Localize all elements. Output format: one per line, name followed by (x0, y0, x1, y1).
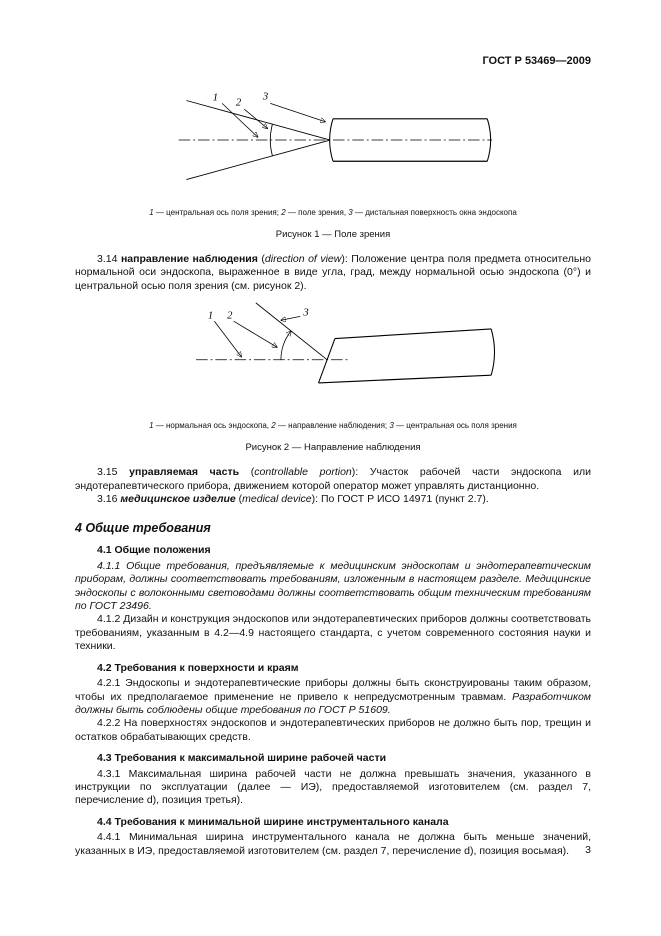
figure1-label-1: 1 (212, 92, 219, 104)
figure-1-title: Рисунок 1 — Поле зрения (275, 229, 391, 240)
section-4-heading: 4 Общие требования (75, 521, 211, 536)
paragraph-4-2-1: 4.2.1 Эндоскопы и эндотерапевтические приборы должны быть сконструированы таким образом, чтобы их предполагаемое применение не привело к непредусмотренным травмам. Разработчиком должны быть соблюдены общие требования по ГОСТ Р 51609. (75, 677, 591, 716)
leader-lines (222, 103, 325, 137)
paragraph-3-15: 3.15 управляемая часть (controllable portion): Участок рабочей части эндоскопа или эндотерапевтического прибора, движением которой оператор может управлять дистанционно. (75, 466, 592, 492)
paragraph-4-3-1: 4.3.1 Максимальная ширина рабочей части не должна превышать значения, указанного в инструкции по эксплуатации (далее — ИЭ), предоставляемой изготовителем (см. раздел 7, перечисление d), позиция третья). (75, 767, 591, 807)
figure2-label-2: 2 (227, 310, 233, 322)
figure-2-caption: 1 — нормальная ось эндоскопа, 2 — направление наблюдения; 3 — центральная ось поля зрения (149, 421, 517, 431)
figure-2 (75, 300, 591, 453)
figure1-label-2: 2 (235, 97, 242, 109)
endoscope-tube (319, 329, 495, 383)
figure-1-caption: 1 — центральная ось поля зрения; 2 — поле зрения, 3 — дистальная поверхность окна эндоскопа (149, 208, 517, 217)
view-direction-line (256, 303, 327, 360)
section-4-2-heading: 4.2 Требования к поверхности и краям (97, 661, 299, 674)
paragraph-4-1-1: 4.1.1 Общие требования, предъявляемые к медицинским эндоскопам и эндотерапевтическим приборам, должны соответствовать требованиям, изложенным в настоящем разделе. Медицинские эндоскопы с волоконными световодами должны соответствовать общим техническим требованиям по ГОСТ 23496. (75, 559, 591, 613)
document-code: ГОСТ Р 53469—2009 (482, 55, 591, 67)
paragraph-4-2-2: 4.2.2 На поверхностях эндоскопов и эндотерапевтических приборов не должно быть пор, трещин и остатков обрабатывающих средств. (75, 717, 591, 743)
page-content (75, 55, 591, 858)
paragraph-4-4-1: 4.4.1 Минимальная ширина инструментального канала не должна быть меньше значений, указанных в ИЭ, предоставляемой изготовителем (см. раздел 7, перечисление d), позиция восьмая). (75, 831, 591, 857)
paragraph-3-16: 3.16 медицинское изделие (medical device): По ГОСТ Р ИСО 14971 (пункт 2.7). (97, 493, 489, 506)
page-number: 3 (585, 844, 591, 856)
section-4-3-heading: 4.3 Требования к максимальной ширине рабочей части (97, 752, 387, 765)
view-angle-arc (281, 331, 291, 360)
figure2-label-3: 3 (303, 307, 309, 319)
figure2-label-1: 1 (207, 310, 214, 322)
figure-1-diagram (168, 87, 498, 195)
paragraph-4-1-2: 4.1.2 Дизайн и конструкция эндоскопов или эндотерапевтических приборов должны соответствовать требованиям, указанным в 4.2—4.9 настоящего стандарта, с учетом современного состояния науки и техники. (75, 613, 591, 653)
section-4-1-heading: 4.1 Общие положения (97, 544, 211, 557)
figure1-label-3: 3 (262, 91, 269, 103)
figure-2-diagram (168, 300, 498, 408)
figure-2-title: Рисунок 2 — Направление наблюдения (245, 442, 421, 454)
paragraph-3-14: 3.14 направление наблюдения (direction of view): Положение центра поля предмета относительно нормальной оси эндоскопа, выраженное в виде угла, град, между нормальной осью эндоскопа (0°) и центральной осью поля зрения (см. рисунок 2). (75, 253, 591, 292)
figure-1 (75, 87, 591, 240)
section-4-4-heading: 4.4 Требования к минимальной ширине инструментального канала (97, 815, 449, 828)
